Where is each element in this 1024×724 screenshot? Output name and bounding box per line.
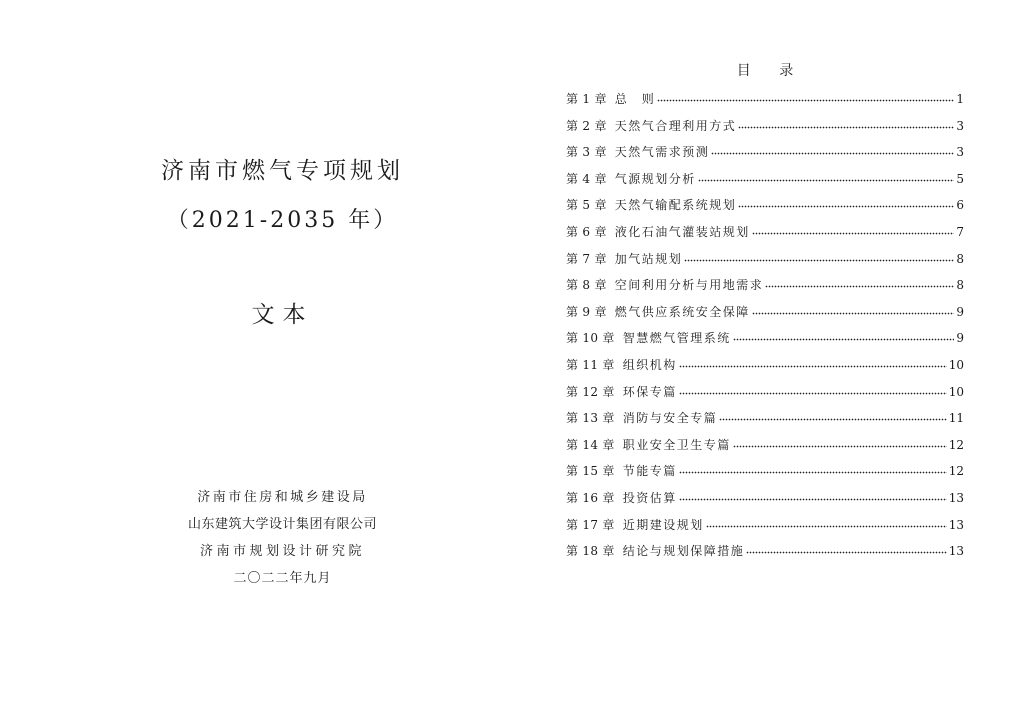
toc-entry[interactable] <box>566 142 964 169</box>
toc-page-number: 3 <box>956 145 964 160</box>
toc-dot-leader <box>657 89 954 103</box>
toc-chapter-title: 组织机构 <box>622 357 677 372</box>
toc-page-number: 9 <box>956 331 964 346</box>
toc-dot-leader <box>733 435 947 449</box>
toc-page-number: 13 <box>948 544 964 559</box>
toc-chapter-number: 第 16 章 <box>566 490 615 505</box>
toc-dot-leader <box>719 408 947 422</box>
toc-page-number: 11 <box>948 411 964 426</box>
toc-page-number: 8 <box>956 251 964 266</box>
toc-dot-leader <box>752 302 954 316</box>
toc-entry[interactable] <box>566 355 964 382</box>
toc-chapter-title: 燃气供应系统安全保障 <box>614 304 750 319</box>
toc-entry[interactable] <box>566 89 964 116</box>
table-of-contents <box>566 0 964 724</box>
toc-chapter-number: 第 7 章 <box>566 251 607 266</box>
toc-chapter-number: 第 14 章 <box>566 437 615 452</box>
toc-chapter-number: 第 10 章 <box>566 331 615 346</box>
toc-chapter-number: 第 17 章 <box>566 517 615 532</box>
toc-dot-leader <box>698 169 954 183</box>
toc-entry[interactable] <box>566 435 964 462</box>
toc-chapter-number: 第 15 章 <box>566 464 615 479</box>
toc-list <box>566 89 964 568</box>
toc-chapter-number: 第 9 章 <box>566 304 607 319</box>
toc-chapter-number: 第 13 章 <box>566 411 615 426</box>
toc-dot-leader <box>679 382 947 396</box>
toc-dot-leader <box>711 142 954 156</box>
toc-chapter-title: 节能专篇 <box>622 464 677 479</box>
organization-line: 山东建筑大学设计集团有限公司 <box>187 517 377 532</box>
organization-line: 济南市住房和城乡建设局 <box>197 490 368 505</box>
organization-line: 济南市规划设计研究院 <box>199 544 365 559</box>
toc-dot-leader <box>684 249 954 263</box>
toc-page-number: 12 <box>948 437 964 452</box>
toc-dot-leader <box>706 515 947 529</box>
toc-page-number: 12 <box>948 464 964 479</box>
toc-entry[interactable] <box>566 195 964 222</box>
planning-period: （2021-2035 年） <box>166 208 399 233</box>
toc-chapter-number: 第 4 章 <box>566 171 607 186</box>
publication-date: 二〇二二年九月 <box>233 571 332 586</box>
document-type: 文本 <box>251 302 314 328</box>
toc-chapter-number: 第 1 章 <box>566 92 607 106</box>
toc-page-number: 10 <box>948 357 964 372</box>
toc-dot-leader <box>738 116 954 130</box>
toc-page-number: 6 <box>956 198 964 213</box>
toc-chapter-title: 环保专篇 <box>622 384 677 399</box>
toc-chapter-number: 第 6 章 <box>566 224 607 239</box>
toc-chapter-title: 天然气需求预测 <box>614 145 710 160</box>
toc-chapter-title: 近期建设规划 <box>622 517 704 532</box>
toc-chapter-number: 第 3 章 <box>566 145 607 160</box>
toc-chapter-title: 结论与规划保障措施 <box>622 544 745 559</box>
toc-dot-leader <box>765 275 954 289</box>
toc-page-number: 13 <box>948 517 964 532</box>
toc-chapter-title: 加气站规划 <box>614 251 683 266</box>
toc-entry[interactable] <box>566 488 964 515</box>
toc-entry[interactable] <box>566 275 964 302</box>
toc-entry[interactable] <box>566 169 964 196</box>
toc-chapter-number: 第 5 章 <box>566 198 607 213</box>
toc-chapter-number: 第 11 章 <box>566 357 615 372</box>
toc-chapter-number: 第 18 章 <box>566 544 615 559</box>
toc-page-number: 9 <box>956 304 964 319</box>
toc-entry[interactable] <box>566 116 964 143</box>
toc-page-number: 5 <box>956 171 964 186</box>
toc-dot-leader <box>679 355 947 369</box>
toc-dot-leader <box>738 195 954 209</box>
toc-chapter-title: 天然气合理利用方式 <box>614 118 737 133</box>
toc-entry[interactable] <box>566 222 964 249</box>
toc-entry[interactable] <box>566 249 964 276</box>
toc-chapter-number: 第 2 章 <box>566 118 607 133</box>
toc-page-number: 13 <box>948 490 964 505</box>
toc-dot-leader <box>679 488 947 502</box>
organizations-block <box>140 484 425 592</box>
toc-page-number: 1 <box>956 92 964 106</box>
toc-dot-leader <box>746 541 947 555</box>
toc-entry[interactable] <box>566 461 964 488</box>
toc-dot-leader <box>679 461 947 475</box>
toc-dot-leader <box>733 328 954 342</box>
toc-chapter-number: 第 12 章 <box>566 384 615 399</box>
toc-page-number: 10 <box>948 384 964 399</box>
toc-entry[interactable] <box>566 408 964 435</box>
toc-entry[interactable] <box>566 328 964 355</box>
toc-chapter-title: 消防与安全专篇 <box>622 411 718 426</box>
toc-page-number: 8 <box>956 278 964 293</box>
cover-page <box>140 0 425 724</box>
toc-page-number: 7 <box>956 224 964 239</box>
toc-chapter-title: 职业安全卫生专篇 <box>622 437 731 452</box>
toc-entry[interactable] <box>566 382 964 409</box>
toc-heading: 目 录 <box>736 63 806 79</box>
toc-chapter-title: 空间利用分析与用地需求 <box>614 278 764 293</box>
toc-chapter-number: 第 8 章 <box>566 278 607 293</box>
toc-chapter-title: 液化石油气灌装站规划 <box>614 224 750 239</box>
toc-dot-leader <box>752 222 954 236</box>
document-title: 济南市燃气专项规划 <box>161 158 404 184</box>
toc-chapter-title: 智慧燃气管理系统 <box>622 331 731 346</box>
toc-chapter-title: 天然气输配系统规划 <box>614 198 737 213</box>
toc-page-number: 3 <box>956 118 964 133</box>
toc-chapter-title: 气源规划分析 <box>614 171 696 186</box>
toc-entry[interactable] <box>566 515 964 542</box>
toc-chapter-title: 投资估算 <box>622 490 677 505</box>
toc-entry[interactable] <box>566 541 964 568</box>
toc-entry[interactable] <box>566 302 964 329</box>
toc-chapter-title: 总 则 <box>614 92 656 106</box>
